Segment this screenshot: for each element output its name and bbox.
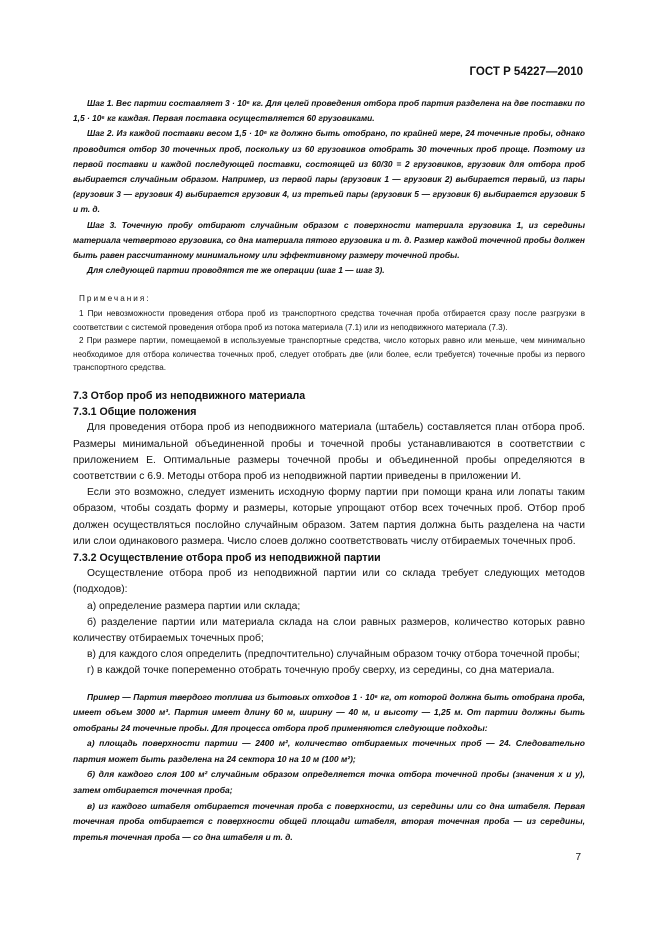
example-item-c: в) из каждого штабеля отбирается точечная проба с поверхности, из середины или со дна штабеля. Первая точечная проба отбирается с поверхности общей площади штабеля, вторая точечная проба — из середины, третья точечная проба — со дна штабеля и т. д. (73, 800, 585, 842)
next-batch-text: Для следующей партии проводятся те же операции (шаг 1 — шаг 3). (87, 265, 385, 276)
method-item-b: б) разделение партии или материала склада на слои равных размеров, количество которых равно количеству отбираемых точечных проб; (73, 616, 585, 644)
step-3-text: Шаг 3. Точечную пробу отбирают случайным образом с поверхности материала грузовика 1, из середины материала четвертого грузовика, со дна материала пятого грузовика и т. д. Размер каждой точечной пробы должен быть равен рассчитанному минимальному или эффективному размеру точечной пробы. (73, 219, 585, 261)
step-1-text: Шаг 1. Вес партии составляет 3 · 10⁶ кг. Для целей проведения отбора проб партия разделена на две поставки по 1,5 · 10⁶ кг каждая. Первая поставка осуществляется 60 грузовиками. (73, 98, 585, 124)
example-intro: Пример — Партия твердого топлива из бытовых отходов 1 · 10⁶ кг, от которой должна быть отобрана проба, имеет объем 3000 м³. Партия имеет длину 60 м, ширину — 40 м, и высоту — 1,25 м. От партии должны быть отобраны 24 точечные пробы. Для процесса отбора проб применяются следующие подходы: (73, 691, 585, 733)
section-7-3-title: 7.3 Отбор проб из неподвижного материала (73, 390, 306, 403)
method-item-a: а) определение размера партии или склада; (87, 600, 301, 612)
section-7-3-1-paragraph-2: Если это возможно, следует изменить исходную форму партии при помощи крана или лопаты таким образом, чтобы создать форму и размеры, которые упрощают отбор всех точечных проб. Отбор проб должен осуществляться послойно случайным образом. Затем партия должна быть разделена на части или слои одинакового размера. Число слоев должно соответствовать числу отбираемых точечных проб. (73, 487, 585, 547)
example-item-a: а) площадь поверхности партии — 2400 м², количество отбираемых точечных проб — 24. Следовательно партия может быть разделена на 24 сектора 10 на 10 м (100 м²); (73, 738, 585, 764)
section-7-3-1-title: 7.3.1 Общие положения (73, 406, 197, 419)
method-item-d: г) в каждой точке попеременно отобрать точечную пробу сверху, из середины, со дна материала. (87, 665, 555, 677)
method-item-c: в) для каждого слоя определить (предпочтительно) случайным образом точку отбора точечной пробы; (87, 649, 580, 661)
example-item-b: б) для каждого слоя 100 м² случайным образом определяется точка отбора точечной пробы (значения x и y), затем отбирается точечная проба; (73, 769, 585, 796)
section-7-3-1-paragraph-1: Для проведения отбора проб из неподвижного материала (штабель) составляется план отбора проб. Размеры минимальной объединенной пробы и точечной пробы устанавливаются в соответствии с приложением Е. Оптимальные размеры точечной пробы и объединенной пробы определяются в соответствии с 6.9. Методы отбора проб из неподвижной партии приведены в приложении И. (73, 422, 585, 483)
page-number: 7 (575, 852, 581, 863)
section-7-3-2-intro: Осуществление отбора проб из неподвижной партии или со склада требует следующих методов (подходов): (73, 568, 585, 596)
notes-heading: Примечания: (79, 294, 151, 304)
section-7-3-2-title: 7.3.2 Осуществление отбора проб из неподвижной партии (73, 552, 381, 565)
document-code: ГОСТ Р 54227—2010 (469, 66, 583, 78)
page-content (73, 96, 585, 845)
step-2-text: Шаг 2. Из каждой поставки весом 1,5 · 10⁶ кг должно быть отобрано, по крайней мере, 24 точечные пробы, однако проводится отбор 30 точечных проб, поскольку из 60 грузовиков отобрать 30 точечных проб проще. Поэтому из первой поставки и каждой последующей поставки, состоящей из 60/30 = 2 грузовиков, грузовик для отбора проб выбирается случайным образом. Например, из первой пары (грузовик 1 — грузовик 2) выбирается первый, из пары (грузовик 3 — грузовик 4) выбирается грузовик 4, из третьей пары (грузовик 5 — грузовик 6) выбирается грузовик 5 и т. д. (73, 128, 585, 215)
note-2: 2 При размере партии, помещаемой в используемые транспортные средства, число которых равно или меньше, чем минимально необходимое для отбора количества точечных проб, следует отобрать две (или более, если требуется) точечные пробы из первого транспортного средства. (73, 336, 585, 373)
note-1: 1 При невозможности проведения отбора проб из транспортного средства точечная проба отбирается сразу после разгрузки в соответствии с системой проведения отбора проб из потока материала (7.1) или из неподвижного материала (7.3). (73, 309, 585, 332)
